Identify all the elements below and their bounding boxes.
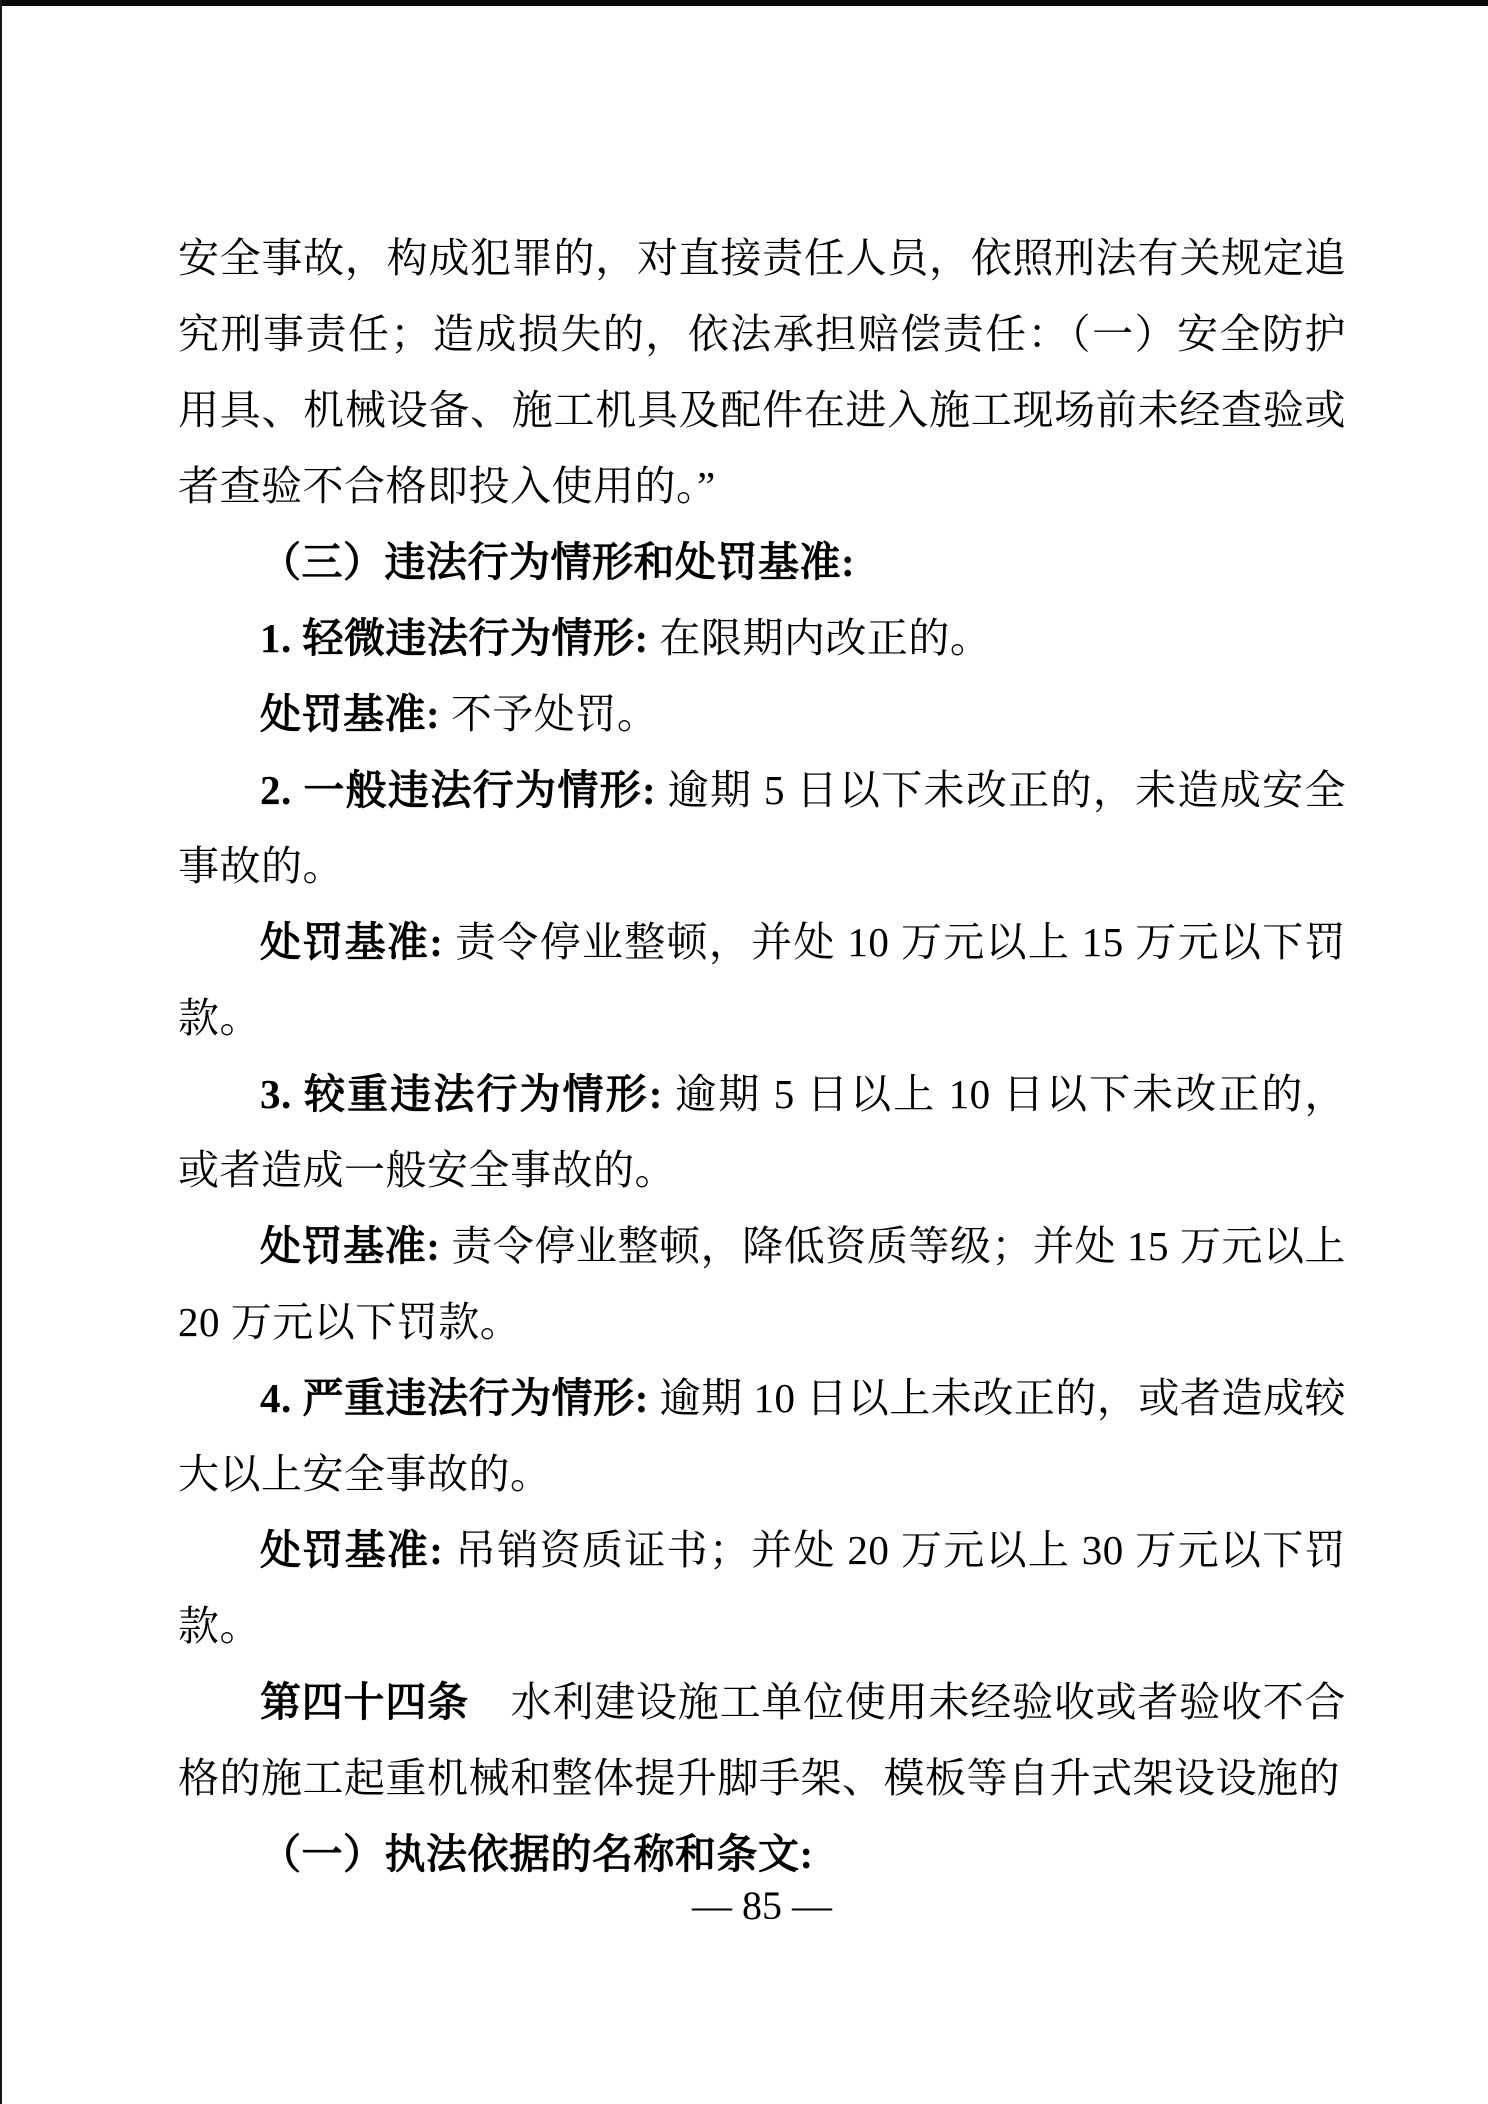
text-segment: 责令停业整顿，并处 10 万元以上 15 万元以下罚款。 <box>178 919 1347 1041</box>
text-segment: 在限期内改正的。 <box>648 615 992 661</box>
paragraph <box>178 600 1346 676</box>
paragraph <box>178 904 1346 1056</box>
text-segment-bold: 4. 严重违法行为情形: <box>260 1375 649 1421</box>
text-segment-bold: 2. 一般违法行为情形: <box>260 767 657 813</box>
text-segment-bold: （一）执法依据的名称和条文: <box>260 1831 814 1877</box>
page-footer <box>178 1878 1346 1934</box>
paragraph <box>178 1360 1346 1512</box>
text-segment: 安全事故，构成犯罪的，对直接责任人员，依照刑法有关规定追究刑事责任；造成损失的，依法承担赔偿责任：（一）安全防护用具、机械设备、施工机具及配件在进入施工现场前未经查验或者查验不合格即投入使用的。” <box>178 235 1346 509</box>
text-segment-bold: 处罚基准: <box>260 691 441 737</box>
scan-artifact-top-bar <box>0 0 1488 6</box>
text-segment-bold: 3. 较重违法行为情形: <box>260 1071 663 1117</box>
paragraph <box>178 752 1346 904</box>
scan-artifact-left-line <box>0 0 2 2104</box>
text-segment: 水利建设施工单位使用未经验收或者验收不合格的施工起重机械和整体提升脚手架、模板等自升式架设设施的 <box>178 1679 1347 1801</box>
text-segment: 逾期 5 日以下未改正的，未造成安全事故的。 <box>178 767 1347 889</box>
page-number: — 85 — <box>692 1883 832 1928</box>
paragraph <box>178 1512 1346 1664</box>
text-segment: 逾期 10 日以上未改正的，或者造成较大以上安全事故的。 <box>178 1375 1346 1497</box>
text-segment: 吊销资质证书；并处 20 万元以上 30 万元以下罚款。 <box>178 1527 1347 1649</box>
text-segment-bold: 处罚基准: <box>260 1527 444 1573</box>
text-segment-bold: 处罚基准: <box>260 919 444 965</box>
text-segment-bold: 处罚基准: <box>260 1223 441 1269</box>
text-segment-bold: 1. 轻微违法行为情形: <box>260 615 649 661</box>
text-segment: 责令停业整顿，降低资质等级；并处 15 万元以上 20 万元以下罚款。 <box>178 1223 1347 1345</box>
text-segment-bold: （三）违法行为情形和处罚基准: <box>260 539 856 585</box>
paragraph <box>178 676 1346 752</box>
text-segment: 不予处罚。 <box>440 691 659 737</box>
paragraph <box>178 220 1346 524</box>
paragraph <box>178 1664 1346 1816</box>
document-body <box>178 220 1346 1892</box>
text-segment-bold: 第四十四条 <box>260 1679 469 1725</box>
paragraph <box>178 1056 1346 1208</box>
paragraph <box>178 1208 1346 1360</box>
paragraph <box>178 524 1346 600</box>
text-segment: 逾期 5 日以上 10 日以下未改正的，或者造成一般安全事故的。 <box>178 1071 1347 1193</box>
